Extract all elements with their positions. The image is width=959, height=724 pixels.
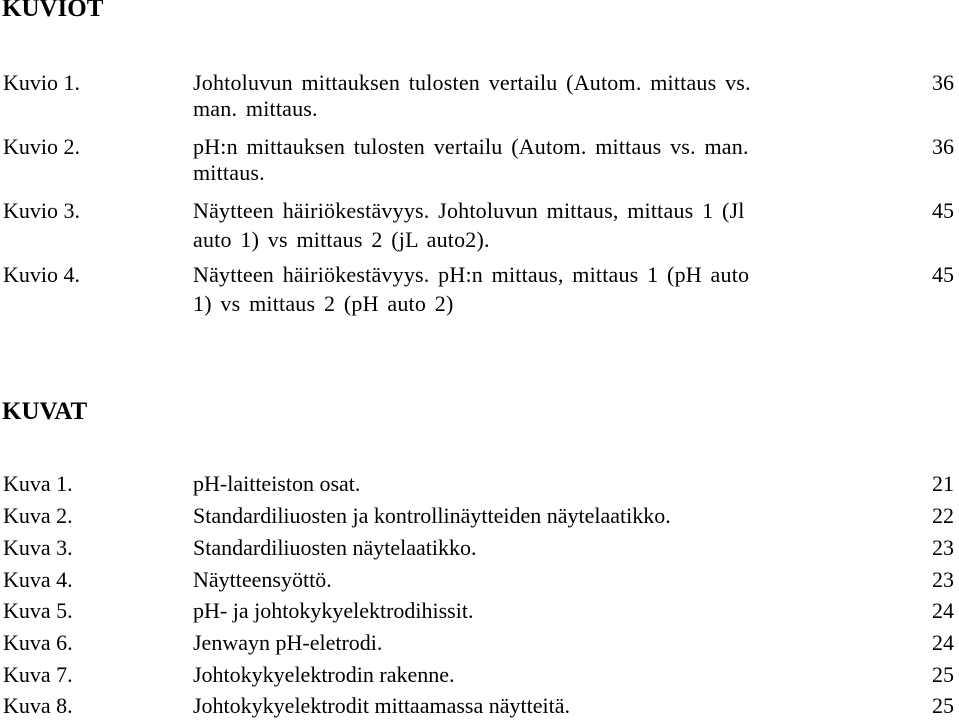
image-title: Jenwayn pH-eletrodi. bbox=[193, 630, 383, 655]
image-title: pH-laitteiston osat. bbox=[193, 471, 361, 496]
image-label: Kuva 7. bbox=[3, 662, 73, 687]
image-label: Kuva 6. bbox=[3, 630, 73, 655]
page-number: 23 bbox=[932, 567, 954, 592]
page-number: 25 bbox=[932, 693, 954, 718]
image-title: Näytteensyöttö. bbox=[193, 567, 332, 592]
image-label: Kuva 8. bbox=[3, 693, 73, 718]
page-number: 45 bbox=[932, 198, 954, 223]
section-heading-kuvat: KUVAT bbox=[2, 398, 88, 425]
image-title: Johtokykyelektrodit mittaamassa näytteitä. bbox=[193, 693, 570, 718]
image-title: pH- ja johtokykyelektrodihissit. bbox=[193, 598, 474, 623]
image-label: Kuva 4. bbox=[3, 567, 73, 592]
image-label: Kuva 2. bbox=[3, 503, 73, 528]
image-label: Kuva 1. bbox=[3, 471, 73, 496]
figure-title-line: auto 1) vs mittaus 2 (jL auto2). bbox=[193, 227, 490, 252]
page-number: 36 bbox=[932, 70, 954, 95]
page-number: 24 bbox=[932, 598, 954, 623]
figure-title-line: Näytteen häiriökestävyys. pH:n mittaus, mittaus 1 (pH auto bbox=[193, 262, 750, 287]
figure-title bbox=[193, 67, 883, 125]
image-title: Johtokykyelektrodin rakenne. bbox=[193, 662, 455, 687]
page-number: 36 bbox=[932, 134, 954, 159]
figure-label: Kuvio 3. bbox=[3, 198, 80, 223]
figure-title-line: pH:n mittauksen tulosten vertailu (Autom. mittaus vs. man. bbox=[193, 134, 749, 159]
figure-title-line: Näytteen häiriökestävyys. Johtoluvun mittaus, mittaus 1 (Jl bbox=[193, 198, 745, 223]
section-heading-kuviot: KUVIOT bbox=[2, 0, 104, 22]
figure-title bbox=[193, 195, 883, 256]
figure-label: Kuvio 1. bbox=[3, 70, 80, 95]
page-number: 22 bbox=[932, 503, 954, 528]
figure-title-line: mittaus. bbox=[193, 160, 265, 185]
page-number: 25 bbox=[932, 662, 954, 687]
figure-title-line: Johtoluvun mittauksen tulosten vertailu (Autom. mittaus vs. bbox=[193, 70, 751, 95]
page-number: 24 bbox=[932, 630, 954, 655]
image-label: Kuva 3. bbox=[3, 535, 73, 560]
page-number: 21 bbox=[932, 471, 954, 496]
figure-label: Kuvio 2. bbox=[3, 134, 80, 159]
figure-title bbox=[193, 131, 883, 189]
figure-title-line: man. mittaus. bbox=[193, 96, 318, 121]
figure-title bbox=[193, 259, 883, 320]
page-number: 45 bbox=[932, 262, 954, 287]
image-label: Kuva 5. bbox=[3, 598, 73, 623]
figure-title-line: 1) vs mittaus 2 (pH auto 2) bbox=[193, 291, 454, 316]
image-title: Standardiliuosten ja kontrollinäytteiden näytelaatikko. bbox=[193, 503, 671, 528]
page-number: 23 bbox=[932, 535, 954, 560]
image-title: Standardiliuosten näytelaatikko. bbox=[193, 535, 477, 560]
figure-label: Kuvio 4. bbox=[3, 262, 80, 287]
